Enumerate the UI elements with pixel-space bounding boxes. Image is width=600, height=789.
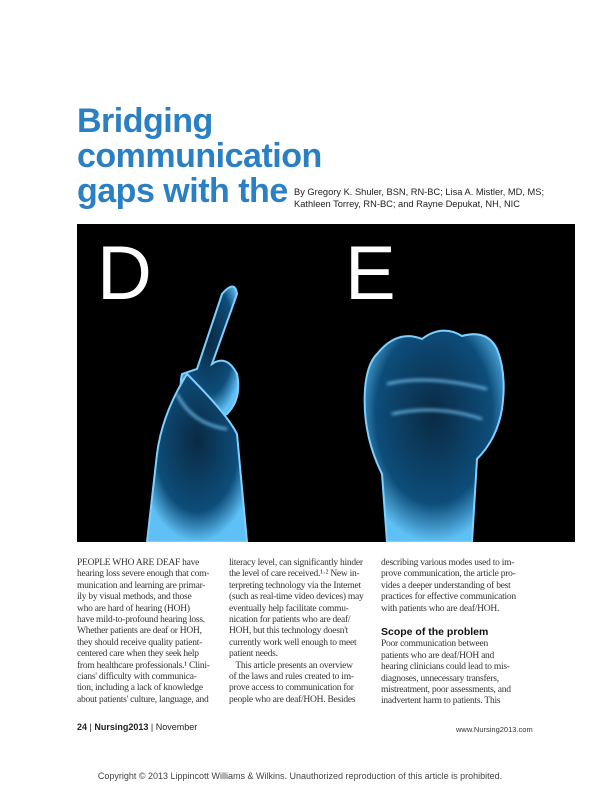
page-footer [77,722,197,732]
text-line: hearing loss severe enough that com- [77,569,210,580]
title-line: gaps with the [77,172,288,210]
text-line: cians' difficulty with communica- [77,672,197,683]
byline-line: Kathleen Torrey, RN-BC; and Rayne Depukat, NH, NIC [294,199,520,209]
text-line: literacy level, can significantly hinder [229,558,363,568]
text-line: patients who are deaf/HOH and [381,650,495,661]
text-line: prove access to communication for [229,683,354,694]
issue-month: November [155,722,198,732]
letter-d: D [97,231,152,316]
journal-url[interactable]: www.Nursing2013.com [456,725,533,734]
hand-d-icon [147,287,247,543]
byline-line: By Gregory K. Shuler, BSN, RN-BC; Lisa A. Mistler, MD, MS; [294,187,545,197]
text-line: describing various modes used to im- [381,558,515,568]
body-column-2 [229,558,377,706]
copyright-notice: Copyright © 2013 Lippincott Williams & Wilkins. Unauthorized reproduction of this article is prohibited. [97,771,503,781]
text-line: have mild-to-profound hearing loss. [77,615,205,626]
text-line: from healthcare professionals.¹ Clini- [77,660,210,671]
text-line: prove communication, the article pro- [381,569,516,580]
byline [294,186,544,210]
text-line: eventually help facilitate commu- [229,603,349,614]
hero-image-sign-language-hands [77,224,575,542]
text-line: diagnoses, unnecessary transfers, [381,673,499,684]
text-line: HOH, but this technology doesn't [229,626,349,637]
hand-e-icon [365,331,504,542]
text-line: (such as real-time video devices) may [229,592,364,603]
text-line: nication for patients who are deaf/ [229,615,351,626]
text-line: hearing clinicians could lead to mis- [381,662,510,673]
journal-name: Nursing2013 [94,722,149,732]
text-line: inadvertent harm to patients. This [381,696,501,707]
text-line: practices for effective communication [381,592,516,603]
letter-e: E [345,231,396,316]
text-line: centered care when they seek help [77,649,199,660]
text-line: vides a deeper understanding of best [381,580,511,591]
text-line: ily by visual methods, and those [77,592,192,603]
text-line: people who are deaf/HOH. Besides [229,694,356,705]
title-line: communication [77,137,322,175]
body-column-1 [77,558,225,706]
separator: | [148,722,156,732]
text-line: currently work well enough to meet [229,637,357,648]
text-line: who are hard of hearing (HOH) [77,603,190,614]
text-line: This article presents an overview [229,660,353,671]
text-line: the level of care received.¹·² New in- [229,569,360,580]
text-line: they should receive quality patient- [77,637,203,648]
text-line: Whether patients are deaf or HOH, [77,626,202,637]
text-line: tion, including a lack of knowledge [77,683,203,694]
separator: | [87,722,95,732]
text-line: PEOPLE WHO ARE DEAF have [77,558,200,568]
text-line: munication and learning are primar- [77,580,206,591]
section-heading: Scope of the problem [381,626,489,639]
text-line: Poor communication between [381,639,488,650]
text-line: mistreatment, poor assessments, and [381,685,511,696]
title-line: Bridging [77,102,213,140]
article-title [77,104,322,209]
body-column-3 [381,558,553,708]
page-number: 24 [77,722,88,732]
text-line: terpreting technology via the Internet [229,580,361,591]
text-line: of the laws and rules created to im- [229,672,354,683]
text-line: with patients who are deaf/HOH. [381,603,500,614]
text-line: patient needs. [229,649,278,660]
text-line: about patients' culture, language, and [77,694,209,705]
